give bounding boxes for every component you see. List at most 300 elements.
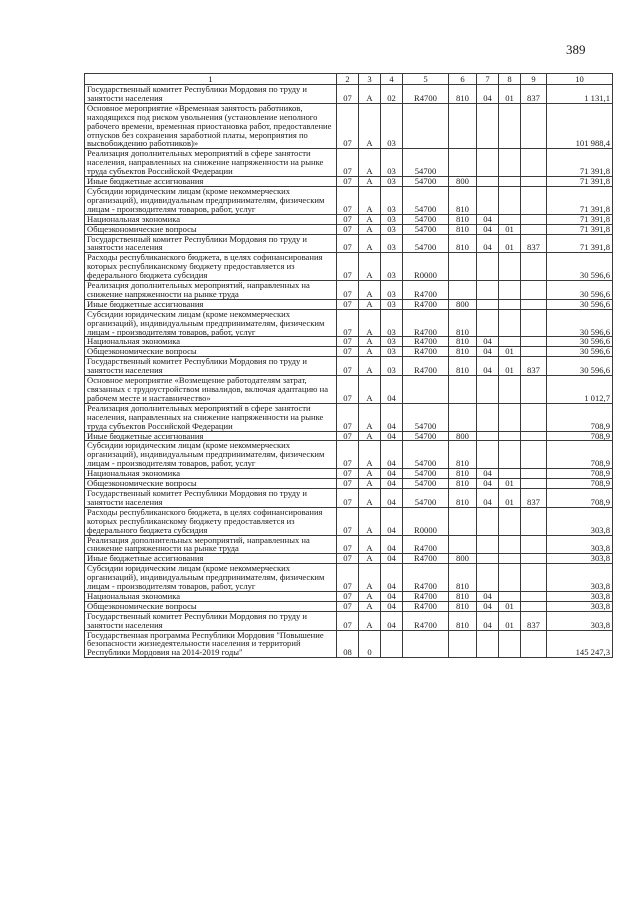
amount-cell: 708,9 (547, 441, 613, 469)
code-cell-c6: 810 (449, 234, 477, 253)
code-cell-c3: А (359, 403, 381, 431)
code-cell-c8 (499, 469, 521, 479)
table-row (85, 309, 613, 337)
code-cell-c5: R4700 (403, 591, 449, 601)
table-row (85, 403, 613, 431)
code-cell-c2: 07 (337, 611, 359, 630)
code-cell-c4: 04 (381, 403, 403, 431)
row-name: Иные бюджетные ассигнования (85, 177, 337, 187)
table-row (85, 347, 613, 357)
row-name: Реализация дополнительных мероприятий, направленных на снижение напряженности на рынке труда (85, 281, 337, 300)
code-cell-c6: 810 (449, 85, 477, 104)
table-row (85, 591, 613, 601)
row-name: Государственный комитет Республики Мордовия по труду и занятости населения (85, 611, 337, 630)
code-cell-c4: 04 (381, 488, 403, 507)
code-cell-c4: 04 (381, 554, 403, 564)
amount-cell: 71 391,8 (547, 234, 613, 253)
code-cell-c7: 04 (477, 488, 499, 507)
table-row (85, 376, 613, 404)
code-cell-c2: 07 (337, 347, 359, 357)
column-header: 3 (359, 74, 381, 85)
code-cell-c5 (403, 376, 449, 404)
code-cell-c3: А (359, 535, 381, 554)
code-cell-c9 (521, 403, 547, 431)
code-cell-c6: 810 (449, 214, 477, 224)
code-cell-c4: 04 (381, 441, 403, 469)
code-cell-c5: R4700 (403, 535, 449, 554)
code-cell-c3: А (359, 591, 381, 601)
table-row (85, 299, 613, 309)
code-cell-c8: 01 (499, 601, 521, 611)
code-cell-c3: А (359, 431, 381, 441)
code-cell-c4: 02 (381, 85, 403, 104)
code-cell-c4: 03 (381, 337, 403, 347)
code-cell-c7 (477, 149, 499, 177)
amount-cell: 708,9 (547, 488, 613, 507)
code-cell-c8 (499, 535, 521, 554)
row-name: Расходы республиканского бюджета, в целях софинансирования которых республиканскому бюджету предоставляется из федерального бюджета субсидия (85, 253, 337, 281)
code-cell-c5: 54700 (403, 149, 449, 177)
table-row (85, 630, 613, 658)
code-cell-c8 (499, 554, 521, 564)
row-name: Национальная экономика (85, 214, 337, 224)
amount-cell: 303,8 (547, 591, 613, 601)
column-header: 9 (521, 74, 547, 85)
code-cell-c6: 810 (449, 337, 477, 347)
code-cell-c6 (449, 103, 477, 149)
code-cell-c4: 04 (381, 601, 403, 611)
table-row (85, 564, 613, 592)
code-cell-c8: 01 (499, 234, 521, 253)
code-cell-c5: R4700 (403, 281, 449, 300)
column-header: 4 (381, 74, 403, 85)
row-name: Государственный комитет Республики Мордовия по труду и занятости населения (85, 85, 337, 104)
code-cell-c3: А (359, 357, 381, 376)
code-cell-c2: 07 (337, 469, 359, 479)
code-cell-c9 (521, 224, 547, 234)
code-cell-c5: 54700 (403, 441, 449, 469)
amount-cell: 303,8 (547, 554, 613, 564)
code-cell-c9 (521, 469, 547, 479)
code-cell-c5: 54700 (403, 431, 449, 441)
code-cell-c5: 54700 (403, 186, 449, 214)
code-cell-c8 (499, 214, 521, 224)
code-cell-c8 (499, 591, 521, 601)
code-cell-c7: 04 (477, 357, 499, 376)
code-cell-c4: 04 (381, 479, 403, 489)
code-cell-c2: 07 (337, 564, 359, 592)
code-cell-c7 (477, 441, 499, 469)
code-cell-c8 (499, 281, 521, 300)
code-cell-c7: 04 (477, 347, 499, 357)
code-cell-c7 (477, 299, 499, 309)
code-cell-c4: 03 (381, 347, 403, 357)
code-cell-c6: 810 (449, 479, 477, 489)
amount-cell: 30 596,6 (547, 253, 613, 281)
code-cell-c7 (477, 564, 499, 592)
code-cell-c7 (477, 507, 499, 535)
code-cell-c6: 810 (449, 347, 477, 357)
code-cell-c6 (449, 630, 477, 658)
column-header: 5 (403, 74, 449, 85)
code-cell-c7 (477, 376, 499, 404)
table-row (85, 177, 613, 187)
row-name: Государственный комитет Республики Мордовия по труду и занятости населения (85, 357, 337, 376)
code-cell-c9: 837 (521, 357, 547, 376)
code-cell-c3: А (359, 479, 381, 489)
code-cell-c4: 04 (381, 507, 403, 535)
row-name: Общеэкономические вопросы (85, 601, 337, 611)
code-cell-c5: 54700 (403, 469, 449, 479)
code-cell-c4: 03 (381, 149, 403, 177)
code-cell-c5: R4700 (403, 357, 449, 376)
code-cell-c9 (521, 441, 547, 469)
code-cell-c9 (521, 186, 547, 214)
amount-cell: 30 596,6 (547, 337, 613, 347)
code-cell-c5: R4700 (403, 85, 449, 104)
table-row (85, 441, 613, 469)
code-cell-c2: 07 (337, 403, 359, 431)
code-cell-c3: А (359, 253, 381, 281)
code-cell-c9 (521, 507, 547, 535)
code-cell-c8 (499, 299, 521, 309)
code-cell-c8 (499, 376, 521, 404)
code-cell-c3: А (359, 309, 381, 337)
code-cell-c3: А (359, 601, 381, 611)
row-name: Субсидии юридическим лицам (кроме некоммерческих организаций), индивидуальным предпринимателям, физическим лицам - производителям товаров, работ, услуг (85, 309, 337, 337)
code-cell-c7: 04 (477, 85, 499, 104)
code-cell-c3: А (359, 299, 381, 309)
code-cell-c9 (521, 281, 547, 300)
code-cell-c3: А (359, 85, 381, 104)
code-cell-c2: 07 (337, 214, 359, 224)
table-row (85, 186, 613, 214)
code-cell-c5 (403, 630, 449, 658)
amount-cell: 30 596,6 (547, 347, 613, 357)
code-cell-c8: 01 (499, 611, 521, 630)
column-header: 10 (547, 74, 613, 85)
code-cell-c9 (521, 554, 547, 564)
code-cell-c6: 810 (449, 186, 477, 214)
table-row (85, 611, 613, 630)
code-cell-c3: А (359, 281, 381, 300)
code-cell-c2: 07 (337, 488, 359, 507)
code-cell-c7: 04 (477, 601, 499, 611)
code-cell-c5: R4700 (403, 611, 449, 630)
amount-cell: 145 247,3 (547, 630, 613, 658)
amount-cell: 71 391,8 (547, 177, 613, 187)
code-cell-c2: 07 (337, 281, 359, 300)
row-name: Реализация дополнительных мероприятий, направленных на снижение напряженности на рынке труда (85, 535, 337, 554)
table-row (85, 253, 613, 281)
code-cell-c9: 837 (521, 234, 547, 253)
amount-cell: 708,9 (547, 403, 613, 431)
code-cell-c8: 01 (499, 85, 521, 104)
code-cell-c7: 04 (477, 591, 499, 601)
code-cell-c9 (521, 431, 547, 441)
code-cell-c4: 04 (381, 431, 403, 441)
code-cell-c5: R4700 (403, 554, 449, 564)
code-cell-c3: А (359, 488, 381, 507)
code-cell-c7 (477, 554, 499, 564)
code-cell-c8 (499, 309, 521, 337)
code-cell-c6: 810 (449, 601, 477, 611)
code-cell-c3: А (359, 507, 381, 535)
code-cell-c6: 800 (449, 554, 477, 564)
row-name: Национальная экономика (85, 591, 337, 601)
code-cell-c2: 07 (337, 177, 359, 187)
amount-cell: 1 012,7 (547, 376, 613, 404)
code-cell-c7: 04 (477, 611, 499, 630)
code-cell-c5: R4700 (403, 601, 449, 611)
code-cell-c2: 07 (337, 601, 359, 611)
amount-cell: 30 596,6 (547, 309, 613, 337)
column-header: 6 (449, 74, 477, 85)
row-name: Иные бюджетные ассигнования (85, 431, 337, 441)
code-cell-c6 (449, 535, 477, 554)
table-row (85, 85, 613, 104)
code-cell-c2: 07 (337, 253, 359, 281)
code-cell-c6 (449, 281, 477, 300)
code-cell-c2: 07 (337, 441, 359, 469)
code-cell-c5: 54700 (403, 234, 449, 253)
amount-cell: 30 596,6 (547, 281, 613, 300)
table-row (85, 469, 613, 479)
code-cell-c9 (521, 149, 547, 177)
code-cell-c6: 810 (449, 224, 477, 234)
code-cell-c9 (521, 337, 547, 347)
code-cell-c4 (381, 630, 403, 658)
code-cell-c8 (499, 564, 521, 592)
code-cell-c6 (449, 507, 477, 535)
row-name: Государственная программа Республики Мордовия "Повышение безопасности жизнедеятельности населения и территорий Республики Мордовия на 2014-2019 годы" (85, 630, 337, 658)
amount-cell: 30 596,6 (547, 357, 613, 376)
code-cell-c8 (499, 403, 521, 431)
code-cell-c8: 01 (499, 357, 521, 376)
code-cell-c4: 04 (381, 469, 403, 479)
code-cell-c9: 837 (521, 85, 547, 104)
code-cell-c9 (521, 347, 547, 357)
code-cell-c4: 04 (381, 535, 403, 554)
code-cell-c4: 03 (381, 309, 403, 337)
table-row (85, 281, 613, 300)
code-cell-c3: А (359, 376, 381, 404)
table-row (85, 535, 613, 554)
code-cell-c8: 01 (499, 347, 521, 357)
code-cell-c2: 07 (337, 357, 359, 376)
code-cell-c4: 03 (381, 281, 403, 300)
code-cell-c2: 07 (337, 591, 359, 601)
code-cell-c2: 07 (337, 479, 359, 489)
row-name: Расходы республиканского бюджета, в целях софинансирования которых республиканскому бюджету предоставляется из федерального бюджета субсидия (85, 507, 337, 535)
code-cell-c6 (449, 376, 477, 404)
code-cell-c7 (477, 103, 499, 149)
table-row (85, 479, 613, 489)
code-cell-c6 (449, 149, 477, 177)
code-cell-c7 (477, 186, 499, 214)
code-cell-c5: R0000 (403, 253, 449, 281)
code-cell-c5: 54700 (403, 403, 449, 431)
code-cell-c9 (521, 177, 547, 187)
code-cell-c5: R4700 (403, 337, 449, 347)
code-cell-c2: 07 (337, 103, 359, 149)
code-cell-c3: А (359, 234, 381, 253)
code-cell-c6: 810 (449, 309, 477, 337)
column-header: 8 (499, 74, 521, 85)
code-cell-c3: А (359, 103, 381, 149)
amount-cell: 303,8 (547, 535, 613, 554)
code-cell-c9: 837 (521, 488, 547, 507)
code-cell-c8: 01 (499, 479, 521, 489)
code-cell-c3: А (359, 611, 381, 630)
code-cell-c6: 800 (449, 299, 477, 309)
code-cell-c5: R4700 (403, 564, 449, 592)
code-cell-c5: R0000 (403, 507, 449, 535)
code-cell-c5 (403, 103, 449, 149)
amount-cell: 708,9 (547, 469, 613, 479)
code-cell-c5: R4700 (403, 299, 449, 309)
amount-cell: 708,9 (547, 431, 613, 441)
code-cell-c7: 04 (477, 479, 499, 489)
code-cell-c2: 07 (337, 85, 359, 104)
code-cell-c4: 03 (381, 253, 403, 281)
code-cell-c3: А (359, 554, 381, 564)
amount-cell: 708,9 (547, 479, 613, 489)
table-row (85, 234, 613, 253)
code-cell-c9 (521, 601, 547, 611)
amount-cell: 1 131,1 (547, 85, 613, 104)
code-cell-c8 (499, 507, 521, 535)
table-row (85, 431, 613, 441)
code-cell-c9 (521, 253, 547, 281)
code-cell-c7: 04 (477, 224, 499, 234)
row-name: Общеэкономические вопросы (85, 347, 337, 357)
row-name: Общеэкономические вопросы (85, 479, 337, 489)
code-cell-c5: 54700 (403, 177, 449, 187)
code-cell-c2: 07 (337, 376, 359, 404)
code-cell-c6: 810 (449, 469, 477, 479)
code-cell-c2: 07 (337, 299, 359, 309)
code-cell-c2: 07 (337, 186, 359, 214)
code-cell-c9 (521, 309, 547, 337)
table-row (85, 554, 613, 564)
table-row (85, 507, 613, 535)
code-cell-c4: 03 (381, 177, 403, 187)
code-cell-c5: 54700 (403, 214, 449, 224)
code-cell-c4: 03 (381, 299, 403, 309)
code-cell-c9: 837 (521, 611, 547, 630)
code-cell-c7 (477, 431, 499, 441)
code-cell-c8 (499, 431, 521, 441)
code-cell-c5: R4700 (403, 347, 449, 357)
amount-cell: 71 391,8 (547, 149, 613, 177)
row-name: Основное мероприятие «Временная занятость работников, находящихся под риском увольнения (установление неполного рабочего времени, временная приостановка работ, предоставление отпусков без сохранения заработной платы, мероприятия по высвобождению работников)» (85, 103, 337, 149)
code-cell-c2: 07 (337, 234, 359, 253)
row-name: Общеэкономические вопросы (85, 224, 337, 234)
code-cell-c4: 03 (381, 234, 403, 253)
row-name: Государственный комитет Республики Мордовия по труду и занятости населения (85, 488, 337, 507)
table-row (85, 103, 613, 149)
code-cell-c3: А (359, 149, 381, 177)
amount-cell: 71 391,8 (547, 186, 613, 214)
amount-cell: 101 988,4 (547, 103, 613, 149)
table-row (85, 224, 613, 234)
page-number: 389 (566, 42, 586, 57)
code-cell-c8 (499, 177, 521, 187)
code-cell-c2: 07 (337, 507, 359, 535)
table-header-row (85, 74, 613, 85)
code-cell-c3: А (359, 469, 381, 479)
code-cell-c4: 04 (381, 591, 403, 601)
code-cell-c6: 810 (449, 564, 477, 592)
code-cell-c9 (521, 591, 547, 601)
code-cell-c8 (499, 149, 521, 177)
code-cell-c2: 07 (337, 224, 359, 234)
code-cell-c2: 07 (337, 554, 359, 564)
code-cell-c4: 04 (381, 564, 403, 592)
row-name: Иные бюджетные ассигнования (85, 299, 337, 309)
row-name: Иные бюджетные ассигнования (85, 554, 337, 564)
row-name: Основное мероприятие «Возмещение работодателям затрат, связанных с трудоустройством инвалидов, включая адаптацию на рабочем месте и наставничество» (85, 376, 337, 404)
code-cell-c6 (449, 403, 477, 431)
code-cell-c3: А (359, 224, 381, 234)
code-cell-c8: 01 (499, 488, 521, 507)
code-cell-c6: 800 (449, 431, 477, 441)
code-cell-c4: 03 (381, 357, 403, 376)
code-cell-c7 (477, 535, 499, 554)
code-cell-c7 (477, 281, 499, 300)
table-row (85, 149, 613, 177)
code-cell-c7: 04 (477, 214, 499, 224)
amount-cell: 303,8 (547, 507, 613, 535)
row-name: Национальная экономика (85, 469, 337, 479)
code-cell-c3: А (359, 441, 381, 469)
code-cell-c5: R4700 (403, 309, 449, 337)
code-cell-c9 (521, 299, 547, 309)
code-cell-c3: А (359, 337, 381, 347)
code-cell-c6: 810 (449, 357, 477, 376)
code-cell-c6: 800 (449, 177, 477, 187)
code-cell-c8 (499, 441, 521, 469)
code-cell-c8 (499, 103, 521, 149)
code-cell-c3: А (359, 186, 381, 214)
code-cell-c6: 810 (449, 611, 477, 630)
code-cell-c2: 07 (337, 149, 359, 177)
table-row (85, 488, 613, 507)
code-cell-c3: А (359, 347, 381, 357)
code-cell-c2: 07 (337, 309, 359, 337)
code-cell-c8: 01 (499, 224, 521, 234)
code-cell-c7 (477, 630, 499, 658)
code-cell-c5: 54700 (403, 488, 449, 507)
row-name: Субсидии юридическим лицам (кроме некоммерческих организаций), индивидуальным предпринимателям, физическим лицам - производителям товаров, работ, услуг (85, 564, 337, 592)
table-row (85, 214, 613, 224)
table-row (85, 337, 613, 347)
code-cell-c8 (499, 630, 521, 658)
code-cell-c2: 07 (337, 535, 359, 554)
code-cell-c2: 07 (337, 431, 359, 441)
code-cell-c9 (521, 479, 547, 489)
amount-cell: 303,8 (547, 601, 613, 611)
code-cell-c8 (499, 253, 521, 281)
code-cell-c6: 810 (449, 488, 477, 507)
code-cell-c2: 07 (337, 337, 359, 347)
code-cell-c4: 04 (381, 611, 403, 630)
row-name: Государственный комитет Республики Мордовия по труду и занятости населения (85, 234, 337, 253)
code-cell-c7 (477, 403, 499, 431)
code-cell-c2: 08 (337, 630, 359, 658)
code-cell-c9 (521, 630, 547, 658)
